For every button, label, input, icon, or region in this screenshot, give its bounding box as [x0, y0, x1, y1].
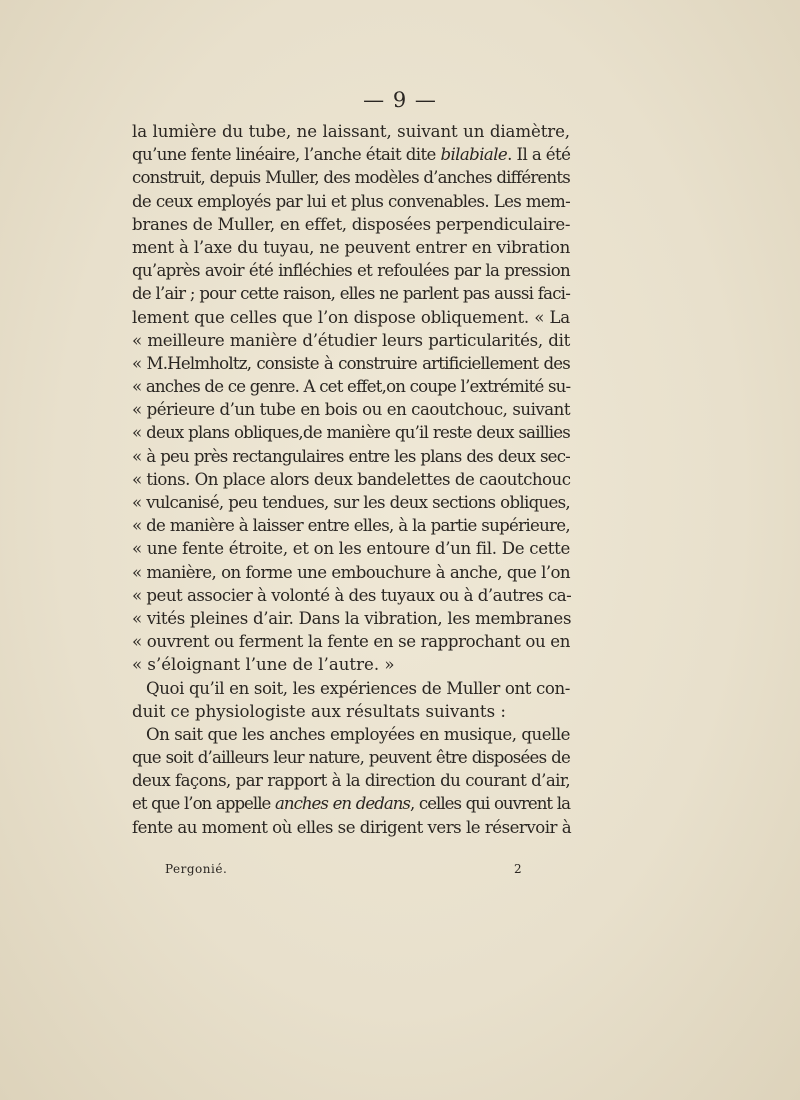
text-segment: , celles qui ouvrent la: [409, 794, 570, 814]
text-line: On sait que les anches employées en musique, quelle: [146, 724, 570, 744]
text-line: « deux plans obliques,de manière qu’il reste deux saillies: [132, 423, 570, 443]
text-line: « une fente étroite, et on les entoure d’un fil. De cette: [132, 539, 570, 559]
text-segment: . Il a été: [507, 145, 571, 165]
text-line: qu’après avoir été infléchies et refoulées par la pression: [132, 261, 570, 281]
page-number: — 9 —: [363, 88, 437, 112]
text-segment: qu’une fente linéaire, l’anche était dite: [132, 145, 441, 165]
text-line: duit ce physiologiste aux résultats suivants :: [132, 701, 506, 721]
text-line: fente au moment où elles se dirigent vers le réservoir à: [132, 817, 572, 837]
text-line: « à peu près rectangulaires entre les plans des deux sec-: [132, 446, 570, 466]
text-line: « M.Helmholtz, consiste à construire artificiellement des: [132, 353, 570, 373]
text-line: « vulcanisé, peu tendues, sur les deux sections obliques,: [132, 493, 570, 512]
text-line: « anches de ce genre. A cet effet,on coupe l’extrémité su-: [132, 377, 571, 397]
italic-term: bilabiale: [440, 145, 508, 165]
text-line: Quoi qu’il en soit, les expériences de Muller ont con-: [146, 678, 570, 698]
text-line: de l’air ; pour cette raison, elles ne parlent pas aussi faci-: [132, 284, 570, 304]
text-line: deux façons, par rapport à la direction du courant d’air,: [132, 771, 570, 791]
page-footer: [0, 862, 800, 882]
text-line: branes de Muller, en effet, disposées perpendiculaire-: [132, 214, 571, 234]
text-line: « ouvrent ou ferment la fente en se rapprochant ou en: [132, 632, 570, 652]
text-line: [132, 143, 570, 166]
text-line: « peut associer à volonté à des tuyaux ou à d’autres ca-: [132, 585, 572, 605]
signature-number: 2: [514, 862, 522, 876]
body-text: [132, 120, 570, 839]
text-line: « manière, on forme une embouchure à anche, que l’on: [132, 562, 570, 582]
text-line: la lumière du tube, ne laissant, suivant un diamètre,: [132, 122, 570, 141]
text-line: « périeure d’un tube en bois ou en caoutchouc, suivant: [132, 400, 570, 420]
text-line: « tions. On place alors deux bandelettes de caoutchouc: [132, 469, 571, 489]
text-line: « de manière à laisser entre elles, à la partie supérieure,: [132, 516, 570, 536]
text-line: [132, 792, 570, 815]
text-line: ment à l’axe du tuyau, ne peuvent entrer en vibration: [132, 237, 570, 257]
text-segment: et que l’on appelle: [132, 794, 275, 814]
text-line: lement que celles que l’on dispose obliquement. « La: [132, 307, 570, 327]
text-line: « vités pleines d’air. Dans la vibration, les membranes: [132, 608, 572, 628]
text-line: « s’éloignant l’une de l’autre. »: [132, 655, 395, 675]
printer-signature: Pergonié.: [165, 862, 228, 876]
text-line: construit, depuis Muller, des modèles d’anches différents: [132, 168, 570, 188]
text-line: de ceux employés par lui et plus convenables. Les mem-: [132, 191, 570, 211]
text-line: « meilleure manière d’étudier leurs particularités, dit: [132, 330, 570, 350]
italic-term: anches en dedans: [275, 794, 410, 814]
text-line: que soit d’ailleurs leur nature, peuvent être disposées de: [132, 748, 570, 768]
